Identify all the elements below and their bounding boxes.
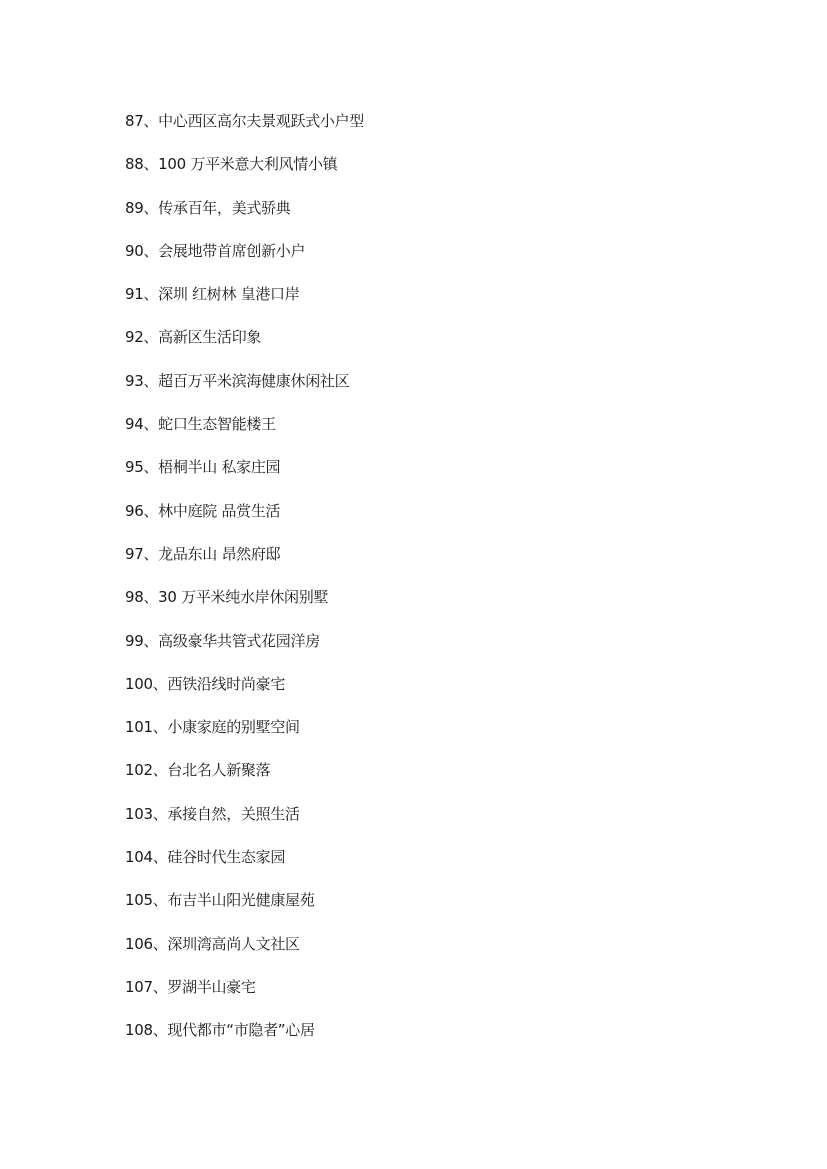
list-item: 96、林中庭院 品赏生活: [125, 501, 281, 520]
list-item: 97、龙品东山 昂然府邸: [125, 544, 281, 563]
list-item: 93、超百万平米滨海健康休闲社区: [125, 371, 350, 390]
list-item: 89、传承百年，美式骄典: [125, 198, 291, 217]
list-item: 99、高级豪华共管式花园洋房: [125, 631, 320, 650]
list-item: 103、承接自然，关照生活: [125, 804, 300, 823]
list-item: 100、西铁沿线时尚豪宅: [125, 674, 286, 693]
list-item: 92、高新区生活印象: [125, 328, 262, 347]
list-item: 94、蛇口生态智能楼王: [125, 415, 276, 434]
list-item: 106、深圳湾高尚人文社区: [125, 934, 300, 953]
list-item: 104、硅谷时代生态家园: [125, 848, 286, 867]
list-item: 90、会展地带首席创新小户: [125, 241, 306, 260]
list-item: 87、中心西区高尔夫景观跃式小户型: [125, 112, 364, 130]
list-item: 95、梧桐半山 私家庄园: [125, 458, 281, 477]
list-item: 107、罗湖半山豪宅: [125, 977, 256, 996]
list-item: 102、台北名人新聚落: [125, 761, 271, 780]
list-item: 88、100 万平米意大利风情小镇: [125, 155, 338, 174]
list-item: 91、深圳 红树林 皇港口岸: [125, 285, 300, 304]
list-item: 105、布吉半山阳光健康屋苑: [125, 891, 315, 910]
list-item: 98、30 万平米纯水岸休闲别墅: [125, 588, 329, 607]
list-item: 101、小康家庭的别墅空间: [125, 718, 300, 737]
slogan-list: [125, 110, 364, 1063]
list-item: 108、现代都市“市隐者”心居: [125, 1021, 315, 1040]
